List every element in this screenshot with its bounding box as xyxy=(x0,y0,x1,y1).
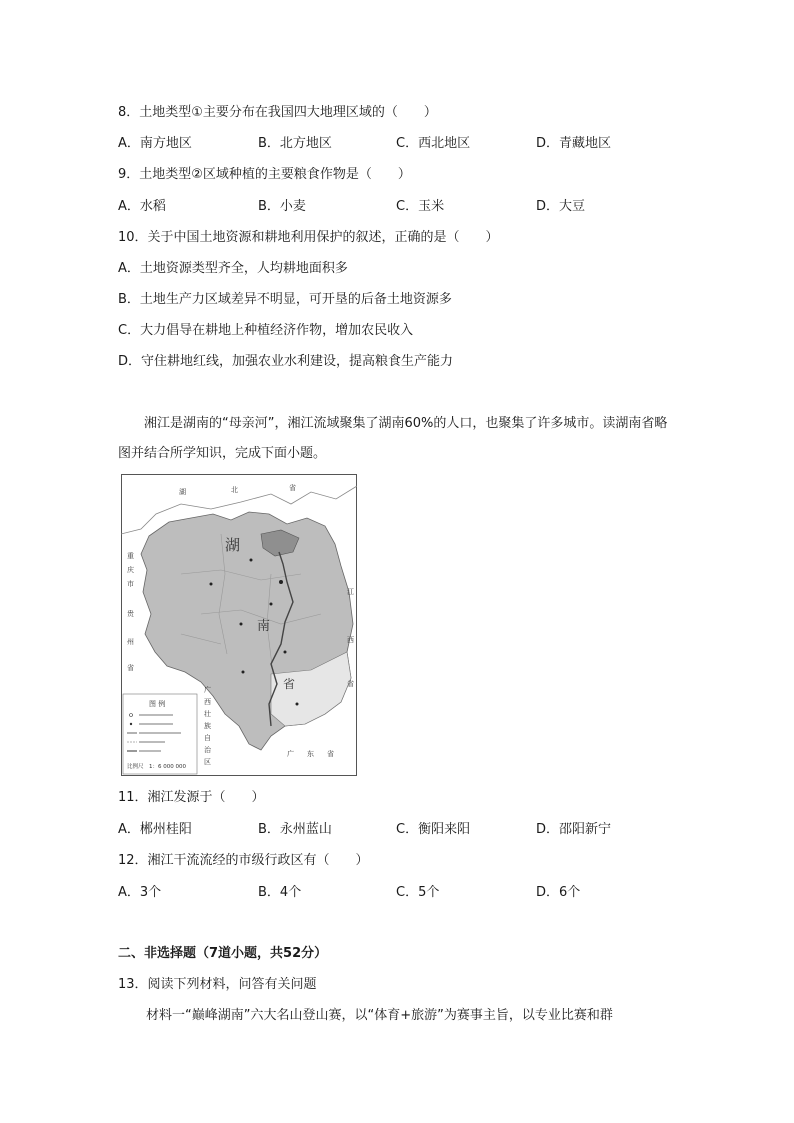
q8-option-b[interactable]: B．北方地区 xyxy=(258,136,332,151)
q9-option-c[interactable]: C．玉米 xyxy=(396,199,445,214)
legend-scale: 比例尺 1：6 000 000 xyxy=(127,764,186,770)
question-12-stem: 12．湘江干流流经的市级行政区有（ ） xyxy=(118,853,369,868)
label-guizhou-1: 贵 xyxy=(127,610,134,618)
q11-option-c[interactable]: C．衡阳来阳 xyxy=(396,822,471,837)
q12-option-c[interactable]: C．5个 xyxy=(396,885,440,900)
label-guangdong-1: 广 xyxy=(287,750,294,758)
label-hubei-1: 湖 xyxy=(179,488,186,496)
q9-option-d[interactable]: D．大豆 xyxy=(536,199,586,214)
question-9-stem: 9．土地类型②区域种植的主要粮食作物是（ ） xyxy=(118,167,411,182)
q11-option-b[interactable]: B．永州蓝山 xyxy=(258,822,332,837)
label-guangdong-3: 省 xyxy=(327,750,334,758)
label-guangxi-7: 区 xyxy=(204,758,211,766)
question-11-stem: 11．湘江发源于（ ） xyxy=(118,790,265,805)
q10-option-d[interactable]: D．守住耕地红线，加强农业水利建设，提高粮食生产能力 xyxy=(118,354,454,369)
hunan-map xyxy=(121,474,357,776)
city-dot xyxy=(270,603,273,606)
section-2-title: 二、非选择题（7道小题，共52分） xyxy=(118,946,328,961)
q12-option-b[interactable]: B．4个 xyxy=(258,885,302,900)
label-hunan-2: 南 xyxy=(257,619,271,634)
label-guangxi-5: 自 xyxy=(204,734,211,742)
question-10-stem: 10．关于中国土地资源和耕地利用保护的叙述，正确的是（ ） xyxy=(118,230,499,245)
label-guangxi-6: 治 xyxy=(204,746,211,754)
city-dot xyxy=(250,559,253,562)
label-hunan-3: 省 xyxy=(283,677,296,691)
q8-option-a[interactable]: A．南方地区 xyxy=(118,136,192,151)
label-guizhou-2: 州 xyxy=(127,638,134,646)
label-jiangxi-2: 西 xyxy=(347,636,354,644)
city-dot xyxy=(240,623,243,626)
q8-option-c[interactable]: C．西北地区 xyxy=(396,136,471,151)
label-guangxi-3: 壮 xyxy=(204,710,211,718)
label-jiangxi-1: 江 xyxy=(347,588,354,596)
q9-option-a[interactable]: A．水稻 xyxy=(118,199,166,214)
reading-passage: 湘江是湖南的“母亲河”，湘江流域聚集了湖南60%的人口，也聚集了许多城市。读湖南省略图并结合所学知识，完成下面小题。 xyxy=(118,416,668,461)
q11-option-a[interactable]: A．郴州桂阳 xyxy=(118,822,192,837)
label-jiangxi-3: 省 xyxy=(347,680,354,688)
city-dot xyxy=(284,651,287,654)
city-dot xyxy=(242,671,245,674)
legend-symbol xyxy=(130,723,132,725)
q12-option-a[interactable]: A．3个 xyxy=(118,885,162,900)
label-hunan-1: 湖 xyxy=(225,536,241,554)
label-chongqing-2: 庆 xyxy=(127,566,134,574)
label-hubei-3: 省 xyxy=(289,484,296,492)
label-hubei-2: 北 xyxy=(231,486,238,494)
city-dot xyxy=(210,583,213,586)
legend-title: 图 例 xyxy=(149,700,166,708)
q11-option-d[interactable]: D．邵阳新宁 xyxy=(536,822,612,837)
material-1-text: 材料一“巅峰湖南”六大名山登山赛，以“体育+旅游”为赛事主旨，以专业比赛和群 xyxy=(146,1008,613,1023)
q12-option-d[interactable]: D．6个 xyxy=(536,885,581,900)
question-8-stem: 8．土地类型①主要分布在我国四大地理区域的（ ） xyxy=(118,105,437,120)
question-13-stem: 13．阅读下列材料，问答有关问题 xyxy=(118,977,317,992)
q10-option-b[interactable]: B．土地生产力区域差异不明显，可开垦的后备土地资源多 xyxy=(118,292,452,307)
label-guangxi-4: 族 xyxy=(204,722,211,730)
label-guangdong-2: 东 xyxy=(307,750,314,758)
label-guizhou-3: 省 xyxy=(127,664,134,672)
label-chongqing-3: 市 xyxy=(127,580,134,588)
q9-option-b[interactable]: B．小麦 xyxy=(258,199,306,214)
city-dot xyxy=(279,580,283,584)
label-guangxi-1: 广 xyxy=(204,686,211,694)
q8-option-d[interactable]: D．青藏地区 xyxy=(536,136,612,151)
q10-option-a[interactable]: A．土地资源类型齐全，人均耕地面积多 xyxy=(118,261,348,276)
label-guangxi-2: 西 xyxy=(204,698,211,706)
label-chongqing-1: 重 xyxy=(127,552,134,560)
city-dot xyxy=(296,703,299,706)
hunan-map-svg xyxy=(121,474,357,776)
q10-option-c[interactable]: C．大力倡导在耕地上种植经济作物，增加农民收入 xyxy=(118,323,414,338)
